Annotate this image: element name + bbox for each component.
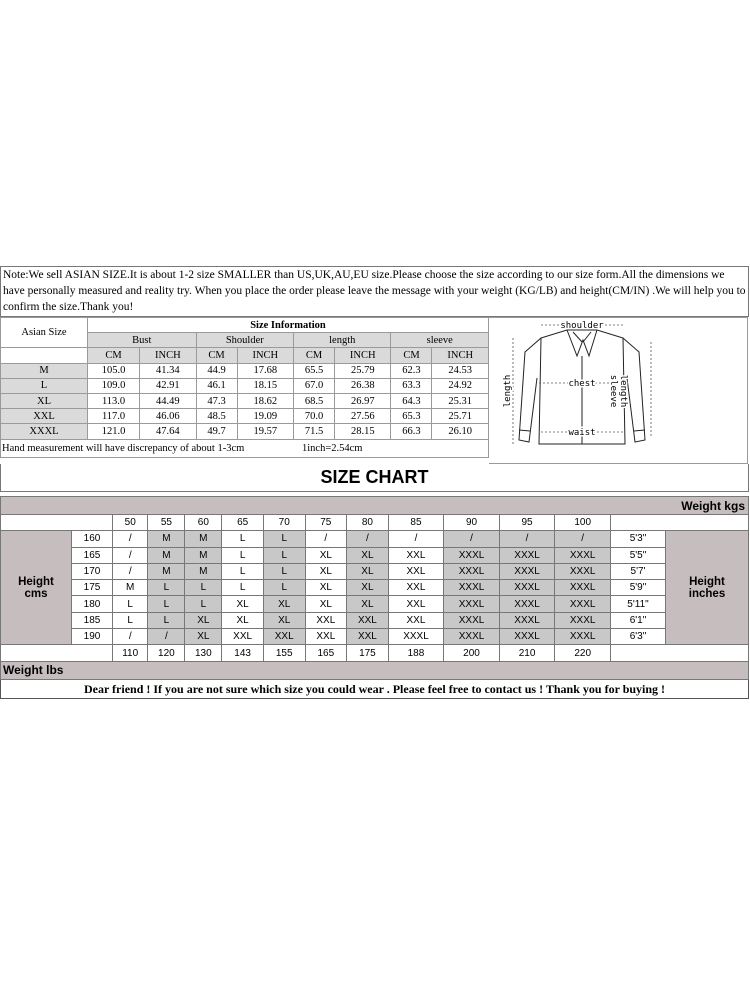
size-cell: XL: [347, 547, 389, 563]
size-row: [1, 378, 489, 393]
asian-size-header: Asian Size: [1, 318, 88, 348]
size-cell: /: [499, 531, 555, 547]
measurement-cell: 62.3: [391, 363, 432, 378]
weight-lbs-cell: 110: [113, 645, 148, 661]
measurement-cell: 26.38: [335, 378, 391, 393]
weight-lbs-cell: 220: [555, 645, 611, 661]
weight-kg-cell: 50: [113, 515, 148, 531]
measurement-cell: 121.0: [88, 424, 140, 439]
unit-header: CM: [294, 348, 335, 363]
measurement-cell: 46.1: [196, 378, 237, 393]
measurement-cell: 113.0: [88, 393, 140, 408]
measurement-cell: 109.0: [88, 378, 140, 393]
height-inches-label-1: Height: [689, 575, 725, 588]
measurement-cell: 24.92: [432, 378, 489, 393]
size-chart-table: [0, 496, 749, 680]
size-cell: XXXL: [499, 629, 555, 645]
measurement-cell: 117.0: [88, 409, 140, 424]
weight-lbs-cell: 210: [499, 645, 555, 661]
weight-lbs-cell: 143: [222, 645, 264, 661]
size-cell: M: [185, 547, 222, 563]
size-cell: XXXL: [444, 596, 500, 612]
shirt-outline: [489, 318, 746, 465]
height-cm-cell: 170: [72, 563, 113, 579]
size-label: M: [1, 363, 88, 378]
size-cell: /: [305, 531, 347, 547]
height-cm-cell: 185: [72, 612, 113, 628]
size-cell: M: [148, 563, 185, 579]
size-row: [1, 424, 489, 439]
size-label: XXXL: [1, 424, 88, 439]
size-cell: L: [148, 596, 185, 612]
height-inch-cell: 6'3": [611, 629, 666, 645]
measurement-cell: 66.3: [391, 424, 432, 439]
unit-header: CM: [391, 348, 432, 363]
size-cell: XXXL: [555, 563, 611, 579]
length-label: length: [503, 374, 513, 408]
measurement-cell: 48.5: [196, 409, 237, 424]
size-cell: XXL: [347, 629, 389, 645]
size-cell: L: [263, 531, 305, 547]
chart-row: [1, 531, 749, 547]
size-cell: XXL: [388, 580, 444, 596]
measurement-cell: 25.71: [432, 409, 489, 424]
size-cell: XXL: [305, 612, 347, 628]
weight-lbs-cell: 188: [388, 645, 444, 661]
size-cell: XXL: [347, 612, 389, 628]
size-cell: L: [263, 563, 305, 579]
size-cell: XL: [185, 629, 222, 645]
size-row: [1, 393, 489, 408]
measurement-cell: 26.10: [432, 424, 489, 439]
unit-header: CM: [196, 348, 237, 363]
size-cell: /: [113, 563, 148, 579]
weight-kgs-label: Weight kgs: [1, 497, 749, 515]
weight-kg-cell: 75: [305, 515, 347, 531]
size-cell: L: [185, 580, 222, 596]
measurement-cell: 18.15: [237, 378, 293, 393]
size-cell: XXL: [388, 596, 444, 612]
size-cell: XXXL: [555, 580, 611, 596]
height-cm-cell: 175: [72, 580, 113, 596]
size-cell: XXXL: [555, 612, 611, 628]
size-cell: XXXL: [444, 563, 500, 579]
measurement-cell: 28.15: [335, 424, 391, 439]
size-cell: /: [113, 629, 148, 645]
size-info-title: Size Information: [88, 318, 489, 333]
size-chart-title: SIZE CHART: [0, 464, 749, 492]
height-cm-cell: 160: [72, 531, 113, 547]
measurement-cell: 41.34: [140, 363, 196, 378]
size-cell: XXL: [222, 629, 264, 645]
size-cell: L: [185, 596, 222, 612]
weight-lbs-cell: 130: [185, 645, 222, 661]
weight-kg-cell: 70: [263, 515, 305, 531]
weight-kg-cell: 80: [347, 515, 389, 531]
height-inch-cell: 6'1": [611, 612, 666, 628]
size-cell: XXXL: [499, 580, 555, 596]
size-cell: L: [222, 547, 264, 563]
blank-cell: [611, 515, 749, 531]
size-cell: L: [263, 547, 305, 563]
size-cell: M: [113, 580, 148, 596]
chest-label: chest: [568, 379, 596, 389]
size-row: [1, 363, 489, 378]
size-label: L: [1, 378, 88, 393]
size-cell: XXXL: [444, 612, 500, 628]
size-cell: M: [185, 563, 222, 579]
height-inch-cell: 5'5": [611, 547, 666, 563]
size-cell: XL: [305, 547, 347, 563]
measurement-cell: 44.49: [140, 393, 196, 408]
size-cell: XL: [347, 596, 389, 612]
weight-lbs-cell: 200: [444, 645, 500, 661]
height-cm-cell: 165: [72, 547, 113, 563]
measurement-cell: 26.97: [335, 393, 391, 408]
size-cell: /: [113, 531, 148, 547]
height-inches-label: [666, 531, 749, 645]
measurement-cell: 65.5: [294, 363, 335, 378]
size-cell: XL: [305, 596, 347, 612]
thank-you-footer: Dear friend ! If you are not sure which size you could wear . Please feel free to contact us ! Thank you for buying !: [0, 680, 749, 699]
weight-kg-cell: 100: [555, 515, 611, 531]
size-cell: XL: [347, 563, 389, 579]
size-cell: /: [113, 547, 148, 563]
measurement-cell: 25.79: [335, 363, 391, 378]
measurement-cell: 42.91: [140, 378, 196, 393]
size-cell: XXXL: [499, 612, 555, 628]
size-cell: XL: [222, 612, 264, 628]
weight-lbs-label: Weight lbs: [1, 661, 749, 679]
group-header: sleeve: [391, 333, 489, 348]
height-inch-cell: 5'11": [611, 596, 666, 612]
size-cell: /: [555, 531, 611, 547]
size-cell: XXL: [305, 629, 347, 645]
chart-row: [1, 563, 749, 579]
size-cell: M: [185, 531, 222, 547]
size-cell: XL: [222, 596, 264, 612]
measurement-cell: 71.5: [294, 424, 335, 439]
height-cm-cell: 180: [72, 596, 113, 612]
measurement-cell: 17.68: [237, 363, 293, 378]
size-cell: XXXL: [499, 563, 555, 579]
measurement-cell: 68.5: [294, 393, 335, 408]
size-cell: L: [222, 580, 264, 596]
height-cms-label-1: Height: [18, 575, 54, 588]
measurement-cell: 47.3: [196, 393, 237, 408]
height-cms-label-2: cms: [24, 587, 48, 600]
shoulder-label: shoulder: [560, 321, 604, 331]
weight-lbs-cell: 165: [305, 645, 347, 661]
measurement-cell: 65.3: [391, 409, 432, 424]
height-inch-cell: 5'9": [611, 580, 666, 596]
size-cell: L: [113, 612, 148, 628]
measurement-cell: 19.57: [237, 424, 293, 439]
hand-measure-note: Hand measurement will have discrepancy of about 1-3cm: [2, 442, 245, 454]
chart-row: [1, 629, 749, 645]
blank-cell: [1, 348, 88, 363]
size-cell: XXXL: [499, 596, 555, 612]
size-cell: XXXL: [555, 629, 611, 645]
group-header: length: [294, 333, 391, 348]
chart-row: [1, 547, 749, 563]
group-header: Shoulder: [196, 333, 293, 348]
unit-header: INCH: [432, 348, 489, 363]
shirt-diagram: [489, 317, 748, 464]
blank-cell: [611, 645, 749, 661]
measurement-cell: 67.0: [294, 378, 335, 393]
size-cell: XXXL: [555, 547, 611, 563]
measurement-cell: 18.62: [237, 393, 293, 408]
size-cell: /: [347, 531, 389, 547]
inch-conversion-note: 1inch=2.54cm: [302, 442, 363, 454]
size-cell: XL: [185, 612, 222, 628]
size-note: Note:We sell ASIAN SIZE.It is about 1-2 size SMALLER than US,UK,AU,EU size.Please choose the size according to our size form.All the dimensions we have personally measured and reality try. When you place the order please leave the message with your weight (KG/LB) and height(CM/IN) .We will help you to confirm the size.Thank you!: [0, 266, 749, 317]
measurement-cell: 105.0: [88, 363, 140, 378]
measurement-cell: 44.9: [196, 363, 237, 378]
size-cell: XXL: [388, 612, 444, 628]
height-inches-label-2: inches: [688, 587, 726, 600]
size-cell: XL: [347, 580, 389, 596]
size-label: XL: [1, 393, 88, 408]
size-cell: XL: [263, 596, 305, 612]
size-cell: M: [148, 547, 185, 563]
unit-header: CM: [88, 348, 140, 363]
weight-kg-cell: 90: [444, 515, 500, 531]
blank-cell: [1, 515, 113, 531]
measurement-cell: 49.7: [196, 424, 237, 439]
measurement-cell: 70.0: [294, 409, 335, 424]
size-information-table: [0, 317, 489, 440]
height-cm-cell: 190: [72, 629, 113, 645]
size-cell: L: [113, 596, 148, 612]
weight-kg-cell: 55: [148, 515, 185, 531]
weight-kg-cell: 85: [388, 515, 444, 531]
measurement-cell: 47.64: [140, 424, 196, 439]
measurement-cell: 19.09: [237, 409, 293, 424]
group-header: Bust: [88, 333, 197, 348]
weight-lbs-cell: 155: [263, 645, 305, 661]
size-cell: /: [388, 531, 444, 547]
chart-row: [1, 612, 749, 628]
unit-header: INCH: [335, 348, 391, 363]
size-cell: XL: [305, 580, 347, 596]
size-cell: XXXL: [444, 547, 500, 563]
unit-header: INCH: [140, 348, 196, 363]
blank-cell: [1, 645, 113, 661]
size-cell: XXXL: [388, 629, 444, 645]
size-cell: L: [148, 612, 185, 628]
measurement-cell: 25.31: [432, 393, 489, 408]
height-cms-label: [1, 531, 72, 645]
weight-lbs-cell: 175: [347, 645, 389, 661]
height-inch-cell: 5'7': [611, 563, 666, 579]
measurement-cell: 24.53: [432, 363, 489, 378]
size-cell: L: [148, 580, 185, 596]
measurement-cell: 27.56: [335, 409, 391, 424]
size-cell: M: [148, 531, 185, 547]
size-cell: XXXL: [555, 596, 611, 612]
chart-row: [1, 596, 749, 612]
weight-kg-cell: 65: [222, 515, 264, 531]
height-inch-cell: 5'3": [611, 531, 666, 547]
size-cell: L: [222, 563, 264, 579]
size-cell: XXXL: [499, 547, 555, 563]
size-row: [1, 409, 489, 424]
size-cell: XXL: [388, 547, 444, 563]
sleeve-label: sleeve: [608, 374, 618, 408]
measurement-cell: 46.06: [140, 409, 196, 424]
measurement-cell: 64.3: [391, 393, 432, 408]
weight-kg-cell: 60: [185, 515, 222, 531]
chart-row: [1, 580, 749, 596]
size-cell: XXXL: [444, 580, 500, 596]
size-cell: XXL: [263, 629, 305, 645]
size-cell: /: [148, 629, 185, 645]
sleeve-length-label: length: [618, 374, 628, 408]
unit-header: INCH: [237, 348, 293, 363]
size-cell: XXL: [388, 563, 444, 579]
measurement-cell: 63.3: [391, 378, 432, 393]
weight-kg-cell: 95: [499, 515, 555, 531]
size-cell: XXXL: [444, 629, 500, 645]
size-cell: XL: [263, 612, 305, 628]
size-cell: XL: [305, 563, 347, 579]
size-cell: L: [263, 580, 305, 596]
size-cell: /: [444, 531, 500, 547]
size-label: XXL: [1, 409, 88, 424]
weight-lbs-cell: 120: [148, 645, 185, 661]
waist-label: waist: [568, 428, 596, 438]
size-cell: L: [222, 531, 264, 547]
